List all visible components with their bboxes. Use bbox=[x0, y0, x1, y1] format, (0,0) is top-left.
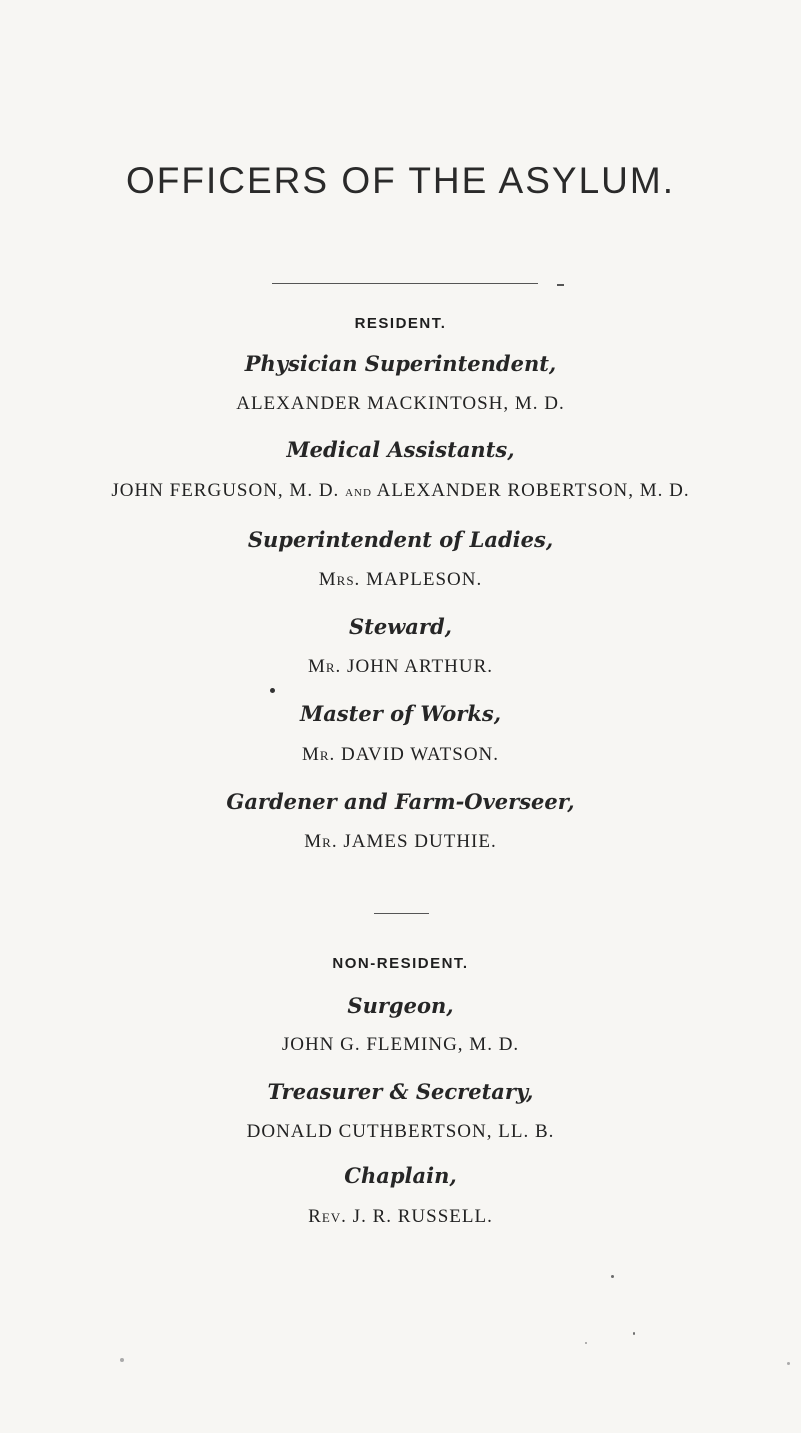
title-divider bbox=[272, 283, 538, 284]
role-medical-assistants: Medical Assistants, bbox=[286, 437, 515, 462]
paper-speck bbox=[611, 1275, 614, 1278]
paper-speck bbox=[787, 1362, 790, 1365]
name-surgeon: JOHN G. FLEMING, M. D. bbox=[281, 1034, 520, 1055]
title-divider-dash bbox=[557, 284, 564, 286]
name-chaplain bbox=[0, 1206, 801, 1228]
paper-speck bbox=[120, 1358, 124, 1362]
role-steward: Steward, bbox=[349, 614, 452, 639]
name-treasurer-secretary: DONALD CUTHBERTSON, LL. B. bbox=[246, 1121, 555, 1142]
name-medical-assistant-1: JOHN FERGUSON, M. D. bbox=[111, 480, 340, 501]
role-chaplain: Chaplain, bbox=[344, 1163, 457, 1188]
role-master-of-works: Master of Works, bbox=[299, 701, 502, 726]
name-steward bbox=[0, 656, 801, 678]
non-resident-heading: NON-RESIDENT. bbox=[332, 955, 469, 972]
name-prefix: Mr. bbox=[301, 744, 336, 765]
name-prefix: Rev. bbox=[308, 1206, 347, 1227]
names-medical-assistants bbox=[0, 480, 801, 502]
name-text: J. R. RUSSELL. bbox=[352, 1206, 493, 1227]
role-gardener-farm-overseer: Gardener and Farm-Overseer, bbox=[226, 789, 575, 814]
name-prefix: Mr. bbox=[304, 831, 338, 852]
paper-speck bbox=[585, 1342, 587, 1344]
name-physician-superintendent: ALEXANDER MACKINTOSH, M. D. bbox=[236, 393, 565, 414]
name-text: MAPLESON. bbox=[366, 569, 483, 590]
name-medical-assistant-2: ALEXANDER ROBERTSON, M. D. bbox=[376, 480, 690, 501]
resident-heading: RESIDENT. bbox=[354, 315, 447, 332]
name-master-of-works bbox=[0, 744, 801, 766]
role-physician-superintendent: Physician Superintendent, bbox=[244, 351, 557, 376]
name-text: JAMES DUTHIE. bbox=[343, 831, 497, 852]
role-treasurer-secretary: Treasurer & Secretary, bbox=[267, 1079, 534, 1104]
page-title: OFFICERS OF THE ASYLUM. bbox=[125, 160, 675, 201]
name-prefix: Mrs. bbox=[318, 569, 361, 590]
paper-speck bbox=[270, 688, 275, 693]
section-divider bbox=[374, 913, 429, 914]
role-surgeon: Surgeon, bbox=[347, 993, 454, 1018]
role-superintendent-of-ladies: Superintendent of Ladies, bbox=[247, 527, 554, 552]
name-text: DAVID WATSON. bbox=[341, 744, 500, 765]
name-gardener-farm-overseer bbox=[0, 831, 801, 853]
name-prefix: Mr. bbox=[307, 656, 342, 677]
conjunction-and: and bbox=[345, 484, 372, 500]
name-superintendent-of-ladies bbox=[0, 569, 801, 591]
paper-speck bbox=[633, 1332, 635, 1335]
name-text: JOHN ARTHUR. bbox=[347, 656, 494, 677]
